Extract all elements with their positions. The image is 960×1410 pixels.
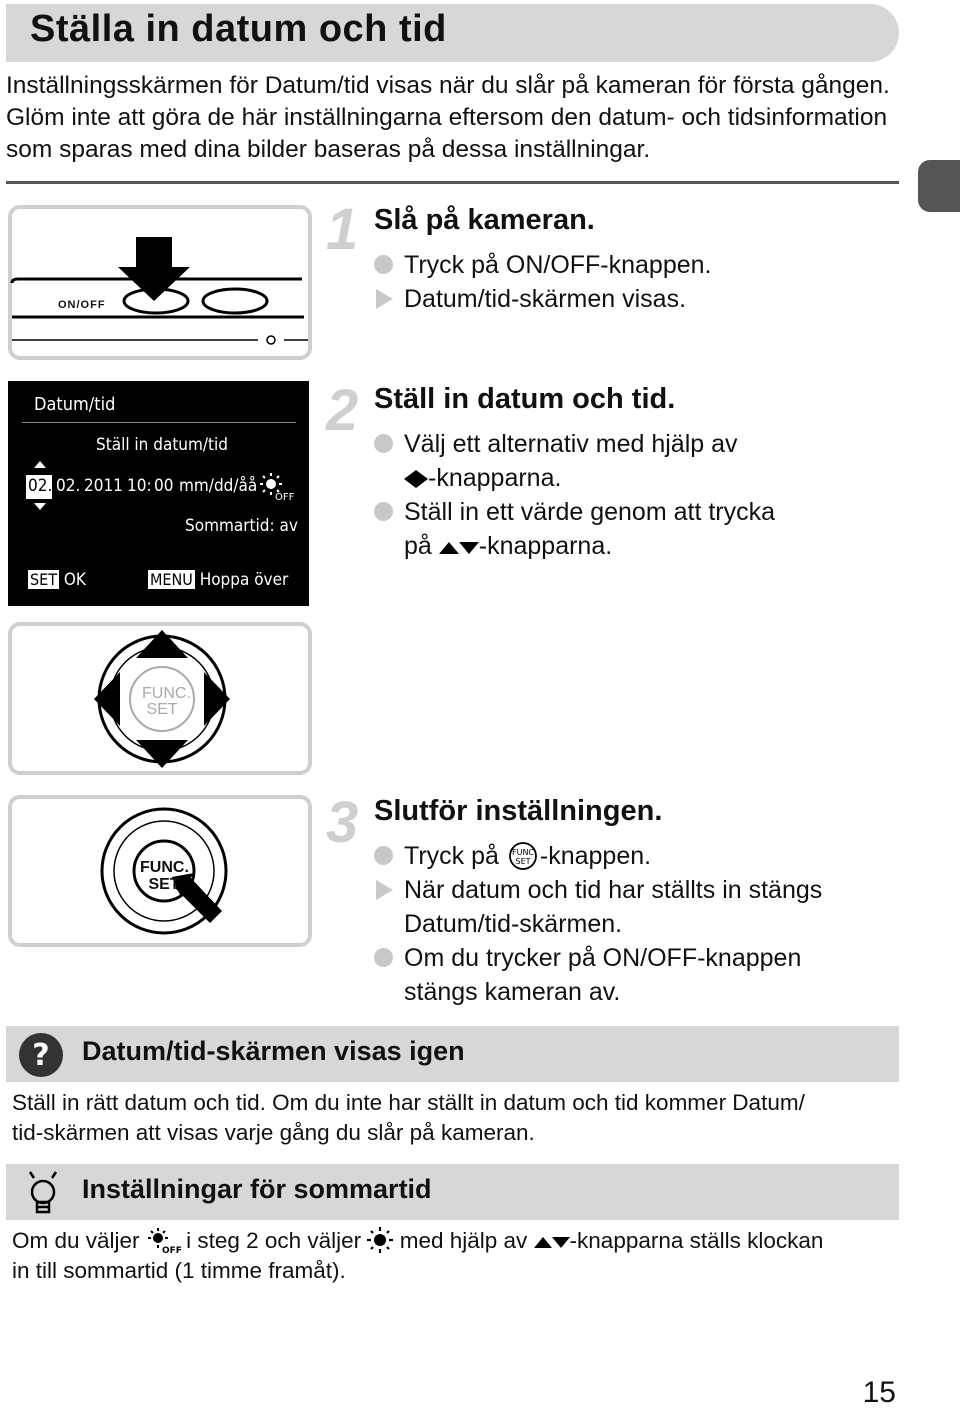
instruction-text: Datum/tid-skärmen visas. <box>404 285 687 313</box>
divider <box>6 181 899 184</box>
instruction-text: -knapparna. <box>428 464 562 492</box>
page-number: 15 <box>862 1376 896 1409</box>
set-label: SET <box>146 701 178 718</box>
bullet-icon <box>374 948 393 967</box>
step-title: Slå på kameran. <box>374 204 595 236</box>
lightbulb-tip-icon <box>22 1168 64 1220</box>
step-number: 1 <box>326 197 359 262</box>
screen-header: Datum/tid <box>34 394 116 415</box>
hour-field: 10: <box>127 476 152 496</box>
title-bar <box>6 4 899 62</box>
instruction-text: Välj ett alternativ med hjälp av <box>404 430 738 458</box>
info-title: Datum/tid-skärmen visas igen <box>82 1036 465 1066</box>
intro-paragraph: Inställningsskärmen för Datum/tid visas när du slår på kameran för första gången. Glöm inte att göra de här inställningarna eftersom den datum- och tidsinformation som sparas med dina bilder baseras på dessa inställningar. <box>6 72 890 163</box>
info-text-line: Ställ in rätt datum och tid. Om du inte har ställt in datum och tid kommer Datum/ <box>12 1090 805 1115</box>
instruction-text: -knapparna. <box>478 532 613 560</box>
func-label: FUNC. <box>140 859 189 876</box>
month-field: 02. <box>28 476 53 496</box>
bullet-icon <box>374 434 393 453</box>
result-arrow-icon <box>376 880 393 900</box>
svg-text:SET: SET <box>515 857 531 866</box>
page-title: Ställa in datum och tid <box>30 8 447 50</box>
menu-key: MENU <box>150 570 193 589</box>
down-indicator-icon <box>34 503 46 510</box>
info-text-line: tid-skärmen att visas varje gång du slår på kameran. <box>12 1120 535 1145</box>
onoff-label: ON/OFF <box>58 299 106 311</box>
info-body <box>12 1226 912 1286</box>
question-icon <box>18 1032 64 1078</box>
figure-control-dial <box>8 622 312 775</box>
step-title: Slutför inställningen. <box>374 795 663 827</box>
format-field: mm/dd/åå <box>179 476 258 496</box>
func-label: FUNC. <box>142 685 191 702</box>
info-text: med hjälp av <box>399 1228 528 1253</box>
figure-func-set <box>8 795 312 947</box>
step-title: Ställ in datum och tid. <box>374 383 676 415</box>
down-button-icon <box>459 542 479 554</box>
info-text-line: in till sommartid (1 timme framåt). <box>12 1258 346 1283</box>
info-title: Inställningar för sommartid <box>82 1174 432 1204</box>
dst-off-icon <box>260 473 295 503</box>
bullet-icon <box>374 255 393 274</box>
svg-text:?: ? <box>32 1038 50 1073</box>
step-number: 2 <box>326 378 359 443</box>
instruction-text: Om du trycker på ON/OFF-knappen <box>404 944 802 972</box>
dst-on-icon <box>367 1227 393 1253</box>
info-text: Om du väljer <box>12 1228 140 1253</box>
set-label: SET <box>148 876 180 893</box>
right-button-icon <box>416 470 428 488</box>
camera-top-illustration <box>12 209 308 356</box>
left-button-icon <box>404 470 416 488</box>
bullet-icon <box>374 502 393 521</box>
section-tab <box>918 160 960 212</box>
menu-action: Hoppa över <box>199 570 289 590</box>
instruction-text: När datum och tid har ställts in stängs <box>404 876 823 904</box>
up-button-icon <box>439 542 459 554</box>
screen-subtitle: Ställ in datum/tid <box>96 435 229 455</box>
instruction-text: Tryck på ON/OFF-knappen. <box>404 251 712 279</box>
instruction-text: stängs kameran av. <box>404 978 621 1006</box>
up-indicator-icon <box>34 461 46 468</box>
figure-camera-top <box>8 205 312 360</box>
svg-text:FUNC: FUNC <box>511 848 534 857</box>
screen-divider <box>22 422 296 423</box>
info-header-date-screen <box>6 1026 899 1082</box>
info-text: -knapparna ställs klockan <box>569 1228 824 1253</box>
info-text: i steg 2 och väljer <box>186 1228 362 1253</box>
camera-screen <box>8 381 309 606</box>
set-action: OK <box>63 570 86 590</box>
step-number: 3 <box>326 790 359 855</box>
up-button-icon <box>534 1237 552 1248</box>
instruction-text: på <box>404 532 432 560</box>
instruction-text: -knappen. <box>539 842 652 870</box>
bullet-icon <box>374 846 393 865</box>
day-field: 02. <box>56 476 81 496</box>
set-key: SET <box>30 570 58 589</box>
year-field: 2011 <box>84 476 123 496</box>
dst-status: Sommartid: av <box>185 516 298 536</box>
func-set-button-icon <box>506 842 540 870</box>
step-3-instructions <box>374 839 934 1009</box>
instruction-text: Tryck på <box>404 842 499 870</box>
svg-text:OFF: OFF <box>275 492 295 503</box>
info-body <box>12 1088 902 1148</box>
result-arrow-icon <box>376 289 393 309</box>
instruction-text: Ställ in ett värde genom att trycka <box>404 498 776 526</box>
step-1-instructions <box>374 248 914 316</box>
dst-off-icon <box>146 1228 180 1254</box>
step-2-instructions <box>374 427 914 563</box>
down-button-icon <box>552 1237 570 1248</box>
instruction-text: Datum/tid-skärmen. <box>404 910 623 938</box>
svg-text:OFF: OFF <box>161 1246 182 1256</box>
minute-field: 00 <box>154 476 174 496</box>
info-header-dst <box>6 1164 899 1220</box>
